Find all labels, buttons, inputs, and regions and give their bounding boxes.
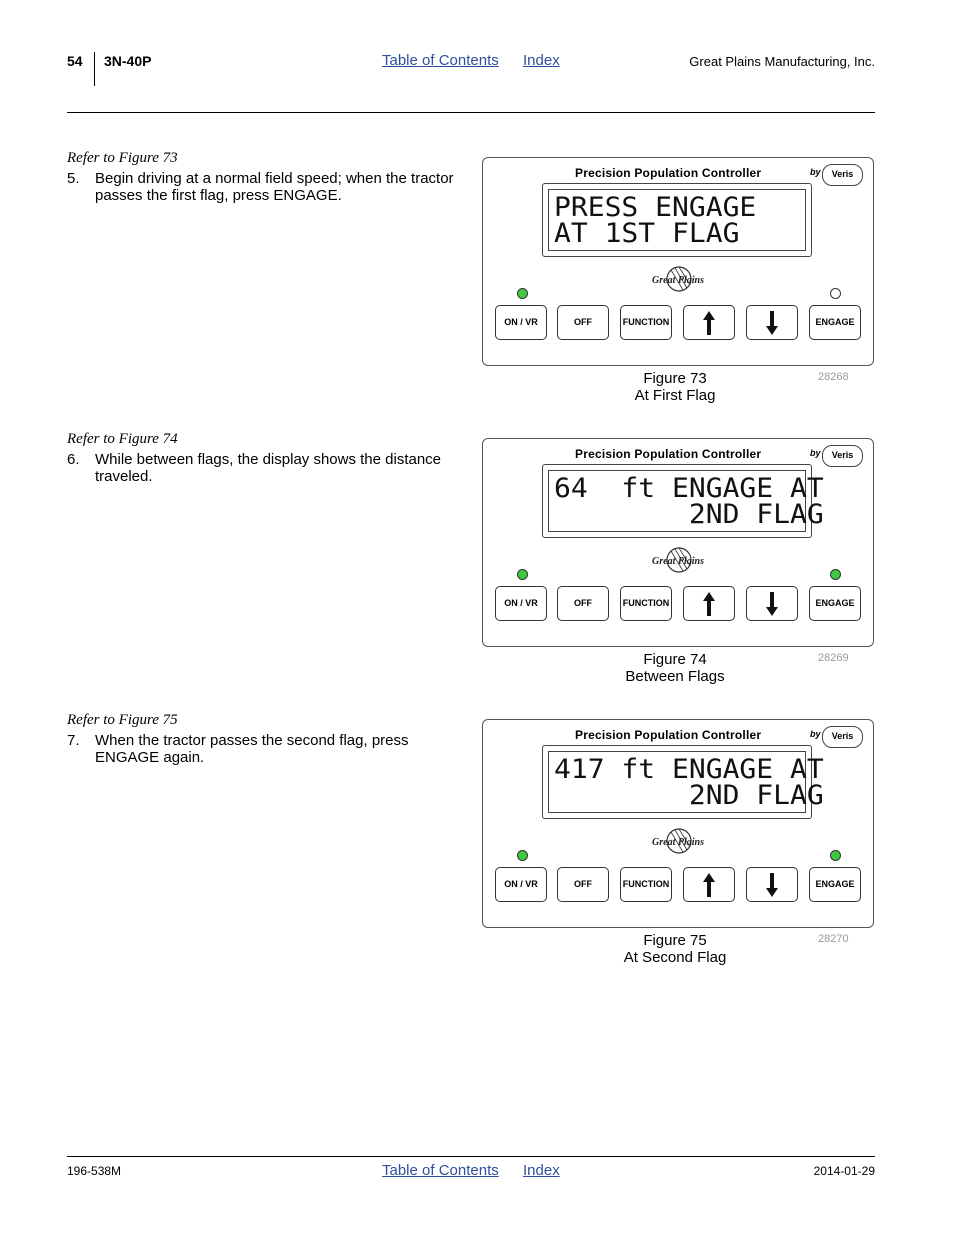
lcd-line-2: AT 1ST FLAG bbox=[554, 217, 740, 249]
down-button[interactable] bbox=[746, 305, 798, 340]
veris-logo: Veris bbox=[822, 726, 863, 748]
lcd-display bbox=[542, 183, 812, 257]
function-button[interactable]: FUNCTION bbox=[620, 305, 672, 340]
veris-logo: Veris bbox=[822, 164, 863, 186]
logo-text: Great Plains bbox=[652, 556, 704, 567]
lcd-display bbox=[542, 464, 824, 538]
function-button[interactable]: FUNCTION bbox=[620, 867, 672, 902]
header-index-link[interactable]: Index bbox=[523, 52, 560, 69]
footer-rule bbox=[67, 1156, 875, 1157]
on-led bbox=[517, 850, 528, 861]
step-6 bbox=[67, 451, 457, 485]
arrow-down-icon bbox=[766, 873, 778, 897]
controller-panel-fig74 bbox=[482, 438, 874, 647]
figure-label: Figure 75 bbox=[643, 932, 707, 949]
step-5 bbox=[67, 170, 457, 204]
down-button[interactable] bbox=[746, 586, 798, 621]
model-name: 3N-40P bbox=[104, 53, 152, 69]
figure-title: At First Flag bbox=[634, 387, 716, 404]
figure-74-caption bbox=[575, 651, 775, 685]
engage-button[interactable]: ENGAGE bbox=[809, 305, 861, 340]
figure-number: 28269 bbox=[818, 652, 849, 664]
lcd-line-1: PRESS ENGAGE bbox=[554, 191, 757, 223]
great-plains-logo bbox=[641, 266, 715, 292]
figure-label: Figure 73 bbox=[643, 370, 707, 387]
down-button[interactable] bbox=[746, 867, 798, 902]
step-text: Begin driving at a normal field speed; when the tractor passes the first flag, press ENGAGE. bbox=[95, 170, 454, 204]
by-label: by bbox=[810, 167, 821, 177]
step-text: When the tractor passes the second flag, press ENGAGE again. bbox=[95, 732, 409, 766]
up-button[interactable] bbox=[683, 867, 735, 902]
up-button[interactable] bbox=[683, 586, 735, 621]
engage-button[interactable]: ENGAGE bbox=[809, 586, 861, 621]
great-plains-logo bbox=[641, 547, 715, 573]
panel-title: Precision Population Controller bbox=[575, 447, 762, 461]
arrow-up-icon bbox=[703, 311, 715, 335]
lcd-line-2: 2ND FLAG bbox=[554, 498, 824, 530]
company-name: Great Plains Manufacturing, Inc. bbox=[689, 54, 875, 69]
step-number: 6. bbox=[67, 451, 80, 468]
by-label: by bbox=[810, 448, 821, 458]
up-button[interactable] bbox=[683, 305, 735, 340]
on-vr-button[interactable]: ON / VR bbox=[495, 867, 547, 902]
function-button[interactable]: FUNCTION bbox=[620, 586, 672, 621]
engage-led bbox=[830, 850, 841, 861]
lcd-line-1: 64 ft ENGAGE AT bbox=[554, 472, 824, 504]
refer-figure-75: Refer to Figure 75 bbox=[67, 712, 178, 728]
figure-number: 28268 bbox=[818, 371, 849, 383]
step-7 bbox=[67, 732, 457, 766]
arrow-up-icon bbox=[703, 873, 715, 897]
veris-logo: Veris bbox=[822, 445, 863, 467]
engage-led bbox=[830, 288, 841, 299]
on-vr-button[interactable]: ON / VR bbox=[495, 586, 547, 621]
figure-73-caption bbox=[575, 370, 775, 404]
header-rule bbox=[67, 112, 875, 113]
by-label: by bbox=[810, 729, 821, 739]
figure-label: Figure 74 bbox=[643, 651, 707, 668]
arrow-up-icon bbox=[703, 592, 715, 616]
footer-toc-link[interactable]: Table of Contents bbox=[382, 1162, 499, 1179]
doc-number: 196-538M bbox=[67, 1164, 122, 1178]
footer-index-link[interactable]: Index bbox=[523, 1162, 560, 1179]
figure-title: Between Flags bbox=[625, 668, 725, 685]
on-led bbox=[517, 569, 528, 580]
logo-text: Great Plains bbox=[652, 837, 704, 848]
panel-title: Precision Population Controller bbox=[575, 166, 762, 180]
page-number: 54 bbox=[67, 53, 83, 69]
refer-figure-74: Refer to Figure 74 bbox=[67, 431, 178, 447]
engage-button[interactable]: ENGAGE bbox=[809, 867, 861, 902]
off-button[interactable]: OFF bbox=[557, 305, 609, 340]
controller-panel-fig73 bbox=[482, 157, 874, 366]
off-button[interactable]: OFF bbox=[557, 867, 609, 902]
step-number: 7. bbox=[67, 732, 80, 749]
logo-text: Great Plains bbox=[652, 275, 704, 286]
engage-led bbox=[830, 569, 841, 580]
controller-panel-fig75 bbox=[482, 719, 874, 928]
on-vr-button[interactable]: ON / VR bbox=[495, 305, 547, 340]
figure-title: At Second Flag bbox=[623, 949, 727, 966]
lcd-line-1: 417 ft ENGAGE AT bbox=[554, 753, 824, 785]
refer-figure-73: Refer to Figure 73 bbox=[67, 150, 178, 166]
header-divider bbox=[94, 52, 95, 86]
lcd-line-2: 2ND FLAG bbox=[554, 779, 824, 811]
step-number: 5. bbox=[67, 170, 80, 187]
on-led bbox=[517, 288, 528, 299]
arrow-down-icon bbox=[766, 311, 778, 335]
step-text: While between flags, the display shows the distance traveled. bbox=[95, 451, 442, 485]
figure-75-caption bbox=[575, 932, 775, 966]
lcd-display bbox=[542, 745, 824, 819]
off-button[interactable]: OFF bbox=[557, 586, 609, 621]
arrow-down-icon bbox=[766, 592, 778, 616]
header-toc-link[interactable]: Table of Contents bbox=[382, 52, 499, 69]
figure-number: 28270 bbox=[818, 933, 849, 945]
great-plains-logo bbox=[641, 828, 715, 854]
panel-title: Precision Population Controller bbox=[575, 728, 762, 742]
footer-date: 2014-01-29 bbox=[813, 1164, 875, 1178]
